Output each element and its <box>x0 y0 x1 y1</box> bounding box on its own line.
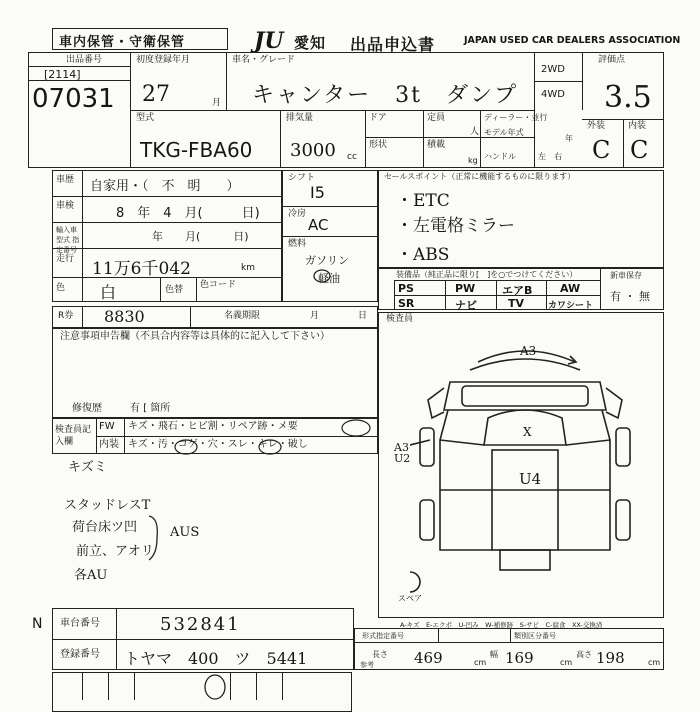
form-title: 出品申込書 <box>350 35 436 54</box>
first-reg-unit: 月 <box>212 98 222 108</box>
note-bed-dent: 荷台床ツ凹 <box>72 520 138 535</box>
inspector-label: 検査員記入欄 <box>55 425 92 447</box>
fuel-label: 燃料 <box>288 239 307 249</box>
displacement-unit: cc <box>347 152 357 162</box>
length-value: 469 <box>414 649 443 667</box>
mark-a3-top: A3 <box>520 344 537 358</box>
bottom-stamp-mark <box>203 674 227 700</box>
equip-tv: TV <box>508 297 525 310</box>
exhibit-number: 07031 <box>32 84 115 114</box>
margin-mark: N <box>32 616 43 632</box>
notes-label: 注意事項申告欄（不具合内容等は具体的に記入して下さい） <box>60 331 330 342</box>
handle-options: 左 右 <box>538 152 562 161</box>
exterior-grade: C <box>592 136 611 164</box>
exhibit-label: 出品番号 <box>66 55 103 65</box>
model-label: 型式 <box>136 113 155 123</box>
history-label: 車歴 <box>56 175 75 185</box>
first-reg-label: 初度登録年月 <box>136 55 191 65</box>
equip-ps: PS <box>398 282 414 295</box>
interior-label: 内装 <box>628 121 647 131</box>
capacity-label: 定員 <box>427 113 446 123</box>
length-unit: cm <box>474 658 487 667</box>
inspection-label: 車検 <box>56 201 75 211</box>
import-label: 輸入車 型式 指定番号 <box>56 226 80 254</box>
score-label: 評価点 <box>598 55 626 65</box>
displacement-label: 排気量 <box>286 113 314 123</box>
equip-leather: カワシート <box>548 301 594 311</box>
storage-note-box <box>52 28 228 50</box>
color-value: 白 <box>100 283 117 302</box>
note-each-au: 各AU <box>74 568 108 583</box>
handle-label: ハンドル <box>484 152 516 161</box>
interior-grade: C <box>630 136 649 164</box>
cooling-value: AC <box>308 216 329 234</box>
sales-point-2: ・左電格ミラー <box>396 216 515 236</box>
drive-4wd: 4WD <box>541 89 565 100</box>
equipment-label: 装備品（純正品に限り[ ]を○でつけてください） <box>396 270 578 279</box>
load-unit: kg <box>468 156 478 165</box>
equip-pw: PW <box>455 282 476 295</box>
plate-label: 登録番号 <box>60 649 100 660</box>
sales-point-label: セールスポイント（正常に機能するものに限ります） <box>384 172 576 181</box>
check-fw-items: キズ・飛石・ヒビ割・リペア跡・メ要 <box>128 421 298 432</box>
recycle-row <box>52 306 378 328</box>
note-aus: AUS <box>170 525 200 540</box>
new-car-label: 新車保存 <box>610 271 642 280</box>
storage-note: 車内保管・守衛保管 <box>59 35 186 50</box>
height-unit: cm <box>648 658 661 667</box>
mileage-label: 走行 <box>56 254 75 264</box>
model-year-unit: 年 <box>565 134 573 143</box>
equip-sr: SR <box>398 297 415 310</box>
spare-label: スペア <box>398 594 422 603</box>
inspection-value: 8 年 4 月( 日) <box>116 206 260 221</box>
shift-label: シフト <box>288 173 316 183</box>
expiry-month: 月 <box>310 311 320 321</box>
color-change-label: 色替 <box>165 285 184 295</box>
frame-number-value: 532841 <box>160 614 241 635</box>
history-value: 自家用・（ 不 明 ） <box>90 179 240 194</box>
frame-number-label: 車台番号 <box>60 618 100 629</box>
note-studless: スタッドレスT <box>64 498 151 513</box>
new-car-value: 有 ・ 無 <box>610 290 650 303</box>
check-interior-label: 内装 <box>99 439 119 450</box>
doors-label: ドア <box>369 113 387 123</box>
org-name-jp: 愛知 <box>294 34 327 52</box>
plate-value: トヤマ 400 ツ 5441 <box>124 649 308 668</box>
width-unit: cm <box>560 658 573 667</box>
exterior-label: 外装 <box>587 121 606 131</box>
dealer-label: ディーラー・並行 <box>484 113 548 122</box>
mark-u4: U4 <box>519 470 542 488</box>
mark-a3-u2: A3 U2 <box>394 441 411 465</box>
equip-aw: AW <box>560 282 581 295</box>
check-interior-items: キズ・汚・コゲ・穴・スレ・キレ・破し <box>128 439 308 450</box>
displacement-value: 3000 <box>290 140 336 161</box>
expiry-label: 名義期限 <box>224 311 261 321</box>
category-label: 類別区分番号 <box>514 632 556 640</box>
height-value: 198 <box>596 649 625 667</box>
type-designation-label: 形式指定番号 <box>362 632 404 640</box>
recycle-value: 8830 <box>104 307 145 326</box>
mileage-unit: km <box>241 263 255 273</box>
org-name-en: JAPAN USED CAR DEALERS ASSOCIATION <box>464 35 681 46</box>
drive-2wd: 2WD <box>541 64 565 75</box>
ju-logo: JU <box>254 28 284 54</box>
model-value: TKG-FBA60 <box>140 138 253 162</box>
width-label: 幅 <box>490 650 498 659</box>
length-label: 長さ <box>372 650 388 659</box>
shape-label: 形状 <box>369 140 388 150</box>
car-name-value: キャンター 3t ダンプ <box>252 83 519 108</box>
damage-legend: A-キズ E-エクボ U-凹み W-補修跡 S-サビ C-腐食 XX-交換済 <box>400 621 603 629</box>
load-label: 積載 <box>427 140 446 150</box>
mark-x: X <box>523 425 532 439</box>
color-code-label: 色コード <box>200 280 237 290</box>
repair-history-label: 修復歴 <box>72 403 102 414</box>
import-value: 年 月( 日) <box>152 230 249 243</box>
fuel-circle-mark <box>312 268 332 284</box>
dims-ref: 参考 <box>360 661 374 669</box>
score-value: 3.5 <box>604 80 652 115</box>
first-reg-value: 27 <box>142 82 170 107</box>
repair-history-value: 有 [ 箇所 <box>130 403 171 414</box>
mileage-value: 11万6千042 <box>92 259 191 279</box>
exhibit-code: [2114] <box>44 68 81 81</box>
color-label: 色 <box>56 283 66 293</box>
note-kizumi: キズミ <box>68 460 107 475</box>
equip-navi: ナビ <box>455 299 477 312</box>
cooling-label: 冷房 <box>288 209 307 219</box>
height-label: 高さ <box>576 650 592 659</box>
sales-point-3: ・ABS <box>396 245 450 265</box>
car-name-label: 車名・グレード <box>232 55 296 65</box>
equip-airbag: エアB <box>502 284 533 297</box>
diagram-label: 検査員 <box>386 314 414 324</box>
fuel-gasoline: ガソリン <box>305 254 349 267</box>
model-year-label: モデル年式 <box>484 128 524 137</box>
note-front-gate: 前立、アオリ <box>76 544 154 559</box>
width-value: 169 <box>505 649 534 667</box>
sales-point-1: ・ETC <box>396 191 450 211</box>
fuel-diesel: 軽油 <box>318 272 340 285</box>
note-brace <box>145 514 175 564</box>
check-fw-label: FW <box>99 421 115 432</box>
recycle-label: R券 <box>58 311 74 321</box>
capacity-unit: 人 <box>470 127 480 137</box>
expiry-day: 日 <box>358 311 368 321</box>
bottom-strip <box>52 672 352 712</box>
shift-value: I5 <box>310 183 325 202</box>
